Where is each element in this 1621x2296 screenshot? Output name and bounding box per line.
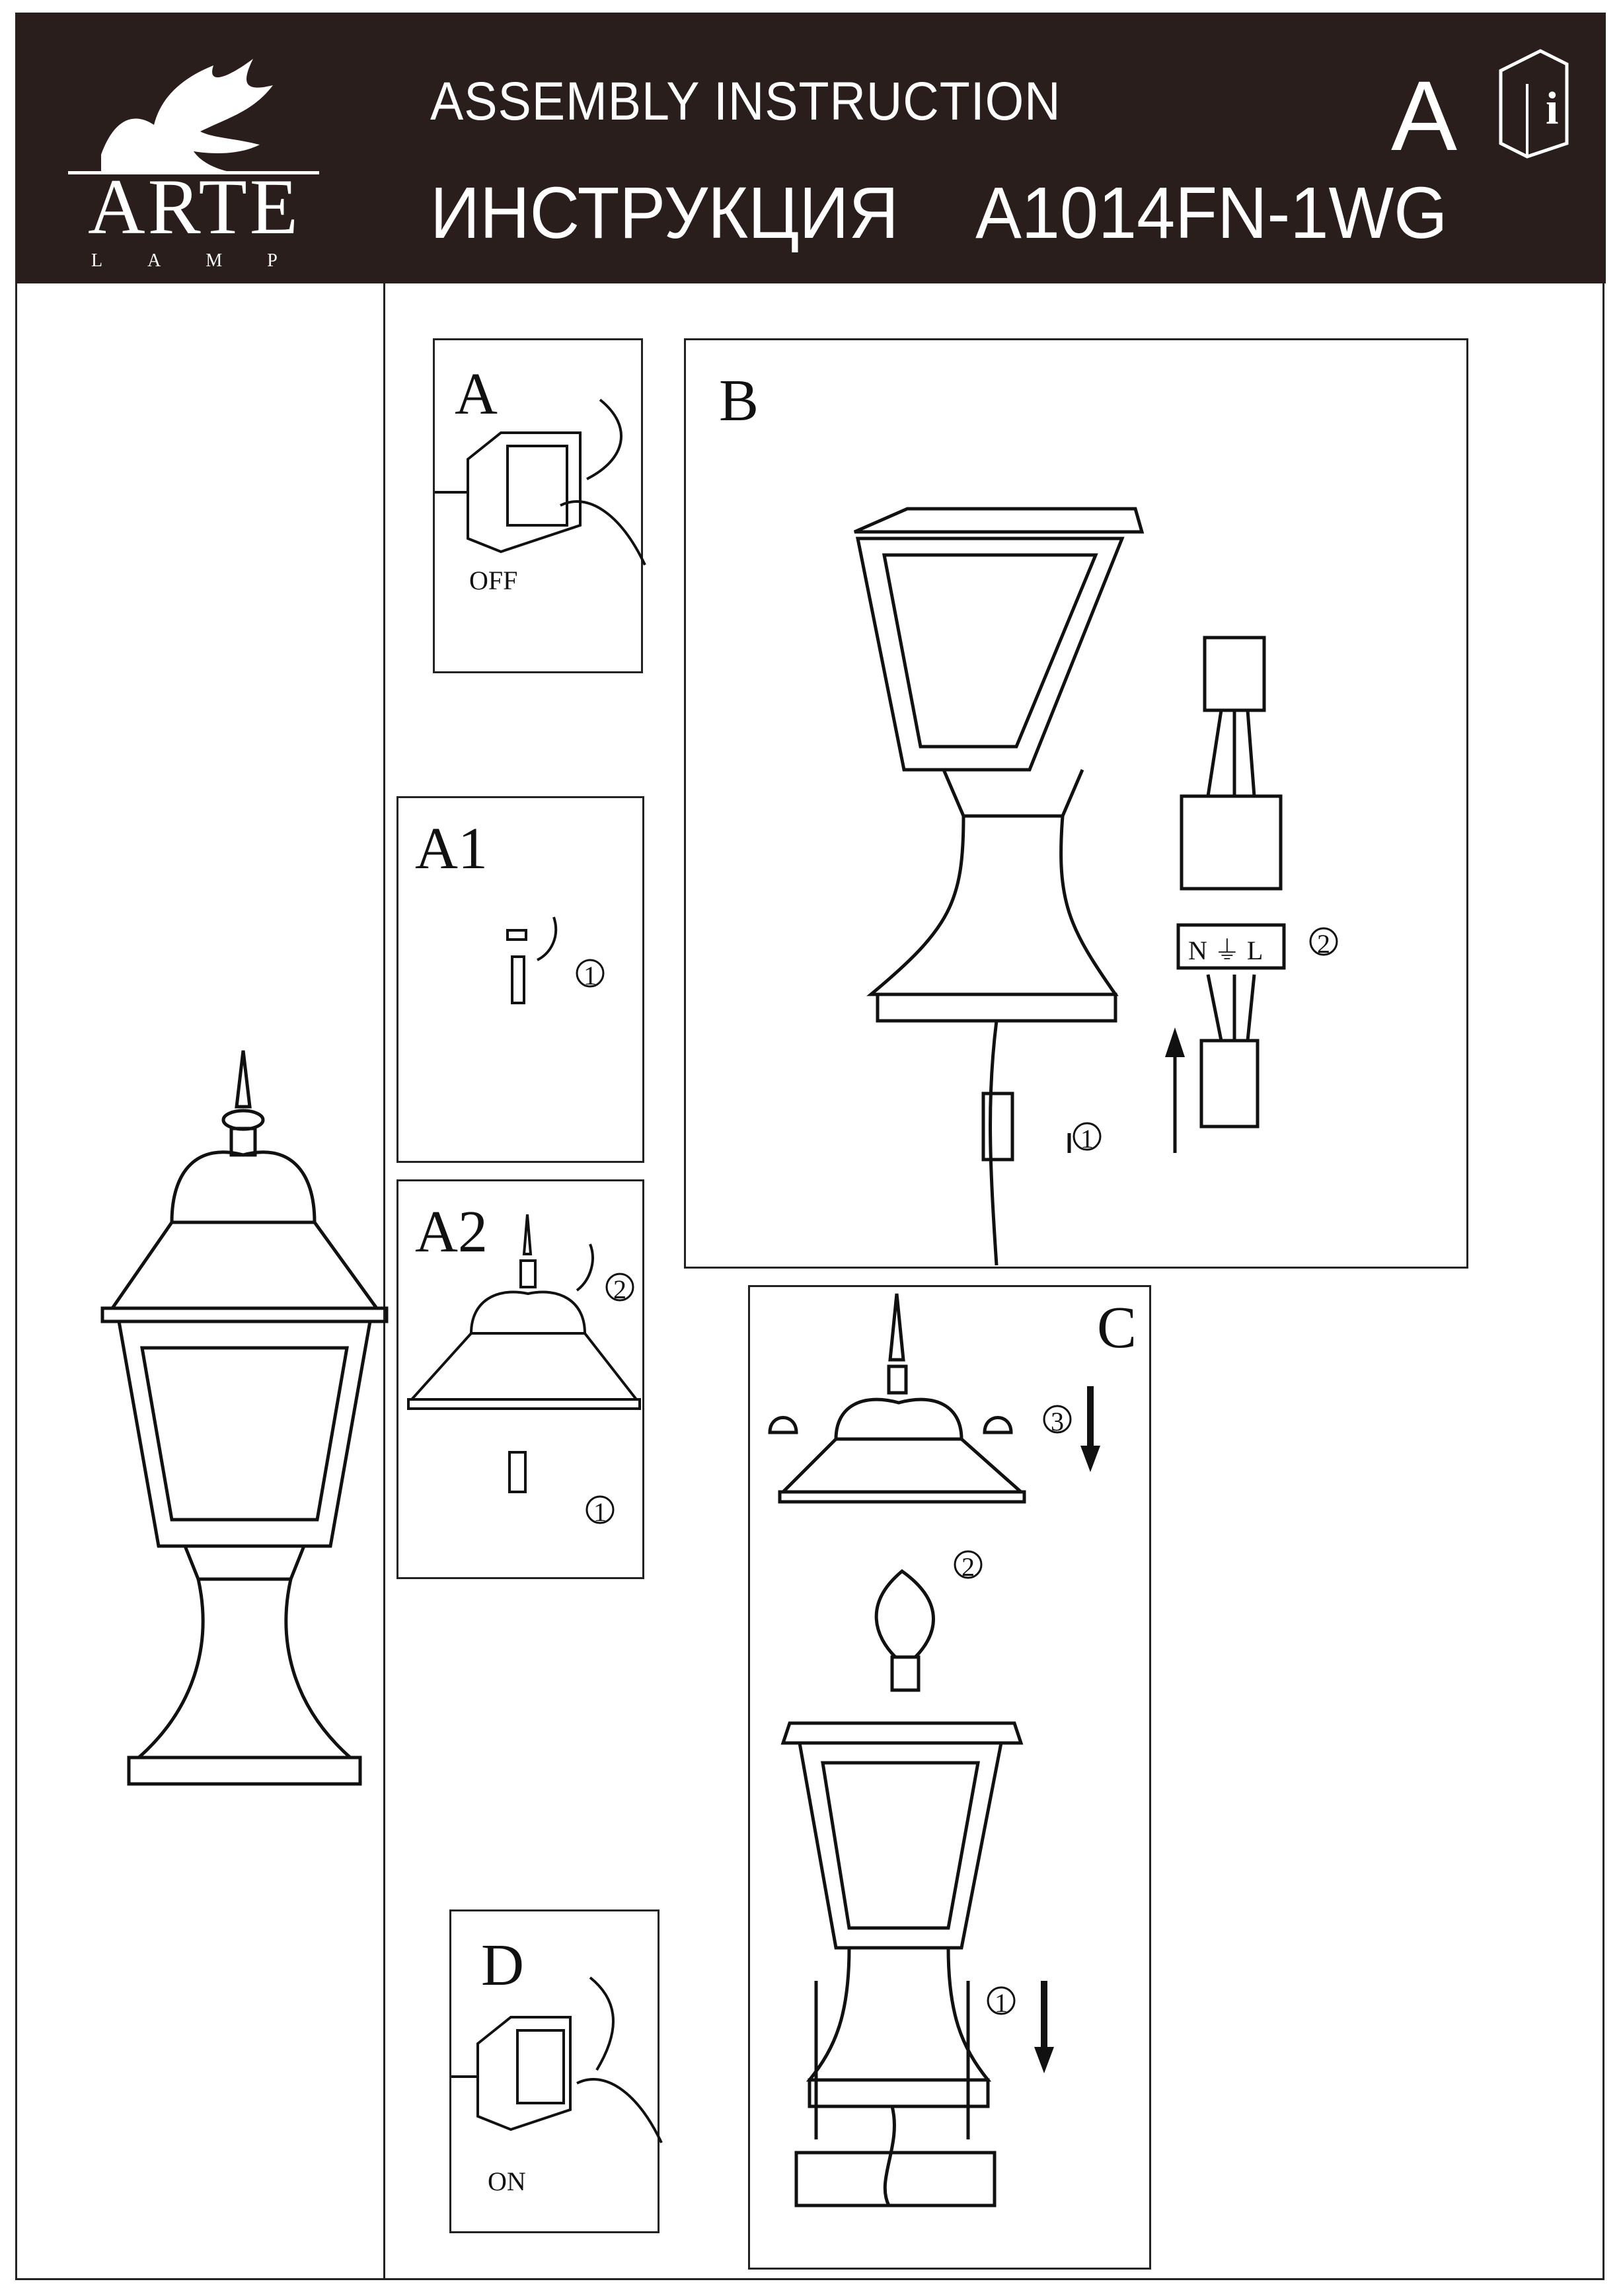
step-number-1: 1	[1080, 1124, 1094, 1154]
panel-c-label: C	[1097, 1295, 1137, 1360]
lamp-top-icon	[398, 1181, 646, 1581]
screw-icon	[398, 798, 646, 1165]
step-number-1: 1	[995, 1988, 1008, 2018]
panel-a-label: A	[455, 361, 498, 427]
panel-b-wiring	[684, 338, 1468, 1269]
step-number-1: 1	[593, 1497, 607, 1527]
panel-a2-label: A2	[415, 1199, 488, 1265]
switch-off-label: OFF	[469, 566, 518, 595]
title-russian-model: ИНСТРУКЦИЯ A1014FN-1WG	[430, 172, 1448, 254]
switch-on-label: ON	[488, 2166, 526, 2196]
size-badge-letter: A	[1391, 60, 1458, 171]
header-banner	[15, 13, 1606, 283]
brand-subname: LAMP	[91, 250, 322, 271]
title-english: ASSEMBLY INSTRUCTION	[430, 71, 1061, 131]
step-number: 1	[584, 961, 597, 990]
wall-switch-icon	[451, 1911, 661, 2235]
manual-book-icon	[1494, 44, 1573, 157]
panel-a1-remove-screw	[396, 796, 644, 1163]
lamp-overview-drawing	[99, 1044, 396, 1791]
panel-a1-label: A1	[415, 816, 488, 881]
step-number-2: 2	[961, 1552, 975, 1582]
panel-d-switch-on	[449, 1909, 660, 2233]
panel-a2-remove-top	[396, 1179, 644, 1579]
info-icon: i	[1546, 83, 1559, 134]
panel-d-label: D	[481, 1933, 524, 1998]
terminal-n-ground-l-label: N ⏚ L	[1188, 936, 1263, 965]
step-number-2: 2	[1317, 929, 1330, 959]
brand-name: ARTE	[88, 163, 301, 250]
panel-c-assembly	[748, 1285, 1151, 2270]
wall-switch-icon	[435, 340, 645, 675]
panel-a-switch-off	[433, 338, 643, 673]
panel-b-label: B	[719, 368, 759, 433]
step-number-2: 2	[613, 1275, 626, 1304]
lamp-wiring-drawing	[686, 340, 1470, 1271]
lamp-assembly-drawing	[750, 1287, 1153, 2272]
step-number-3: 3	[1051, 1407, 1064, 1436]
